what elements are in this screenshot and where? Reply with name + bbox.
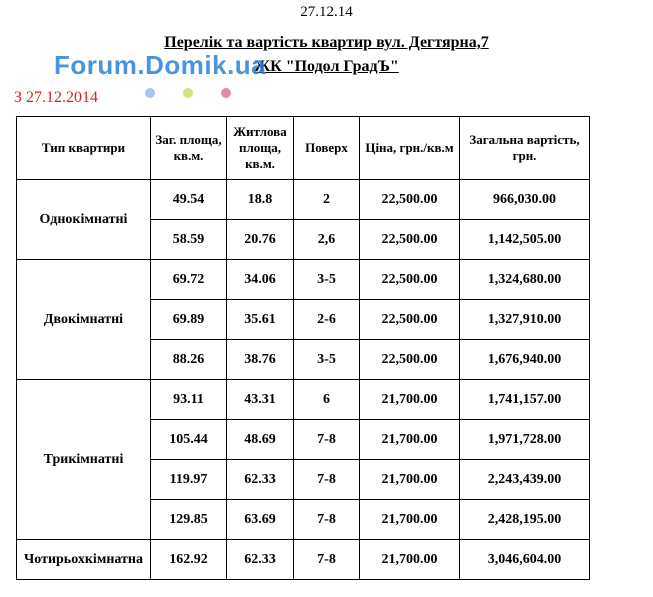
cell-living-area: 35.61 bbox=[227, 300, 294, 340]
cell-total-cost: 1,327,910.00 bbox=[460, 300, 590, 340]
watermark-dot bbox=[145, 88, 155, 98]
header-price: Ціна, грн./кв.м bbox=[360, 117, 460, 180]
cell-total-cost: 2,428,195.00 bbox=[460, 500, 590, 540]
cell-total-cost: 1,142,505.00 bbox=[460, 220, 590, 260]
cell-living-area: 48.69 bbox=[227, 420, 294, 460]
cell-total-area: 88.26 bbox=[151, 340, 227, 380]
cell-floor: 2,6 bbox=[294, 220, 360, 260]
cell-price: 21,700.00 bbox=[360, 380, 460, 420]
cell-apartment-type: Чотирьохкімнатна bbox=[17, 540, 151, 580]
cell-price: 21,700.00 bbox=[360, 500, 460, 540]
cell-price: 22,500.00 bbox=[360, 220, 460, 260]
cell-price: 21,700.00 bbox=[360, 540, 460, 580]
cell-total-cost: 2,243,439.00 bbox=[460, 460, 590, 500]
cell-living-area: 62.33 bbox=[227, 540, 294, 580]
cell-total-area: 105.44 bbox=[151, 420, 227, 460]
cell-living-area: 38.76 bbox=[227, 340, 294, 380]
document-title: Перелік та вартість квартир вул. Дегтярна,7 bbox=[164, 34, 489, 51]
apartment-price-table bbox=[16, 116, 590, 580]
header-living-area: Житлова площа, кв.м. bbox=[227, 117, 294, 180]
watermark-dot bbox=[221, 88, 231, 98]
watermark-logo: Forum.Domik.ua bbox=[54, 50, 267, 80]
cell-floor: 3-5 bbox=[294, 340, 360, 380]
table-body bbox=[17, 180, 590, 580]
cell-floor: 2-6 bbox=[294, 300, 360, 340]
cell-floor: 3-5 bbox=[294, 260, 360, 300]
cell-floor: 7-8 bbox=[294, 540, 360, 580]
header-floor: Поверх bbox=[294, 117, 360, 180]
cell-total-cost: 1,324,680.00 bbox=[460, 260, 590, 300]
cell-price: 22,500.00 bbox=[360, 300, 460, 340]
cell-total-cost: 3,046,604.00 bbox=[460, 540, 590, 580]
cell-total-area: 119.97 bbox=[151, 460, 227, 500]
cell-total-area: 58.59 bbox=[151, 220, 227, 260]
cell-apartment-type: Трикімнатні bbox=[17, 380, 151, 540]
cell-total-area: 93.11 bbox=[151, 380, 227, 420]
cell-total-area: 49.54 bbox=[151, 180, 227, 220]
table-row bbox=[17, 380, 590, 420]
cell-total-area: 69.89 bbox=[151, 300, 227, 340]
cell-floor: 2 bbox=[294, 180, 360, 220]
cell-total-cost: 1,971,728.00 bbox=[460, 420, 590, 460]
cell-price: 21,700.00 bbox=[360, 420, 460, 460]
cell-living-area: 62.33 bbox=[227, 460, 294, 500]
cell-living-area: 63.69 bbox=[227, 500, 294, 540]
cell-living-area: 20.76 bbox=[227, 220, 294, 260]
cell-apartment-type: Однокімнатні bbox=[17, 180, 151, 260]
cell-total-cost: 1,741,157.00 bbox=[460, 380, 590, 420]
table-row bbox=[17, 180, 590, 220]
cell-living-area: 43.31 bbox=[227, 380, 294, 420]
cell-price: 22,500.00 bbox=[360, 340, 460, 380]
cell-floor: 6 bbox=[294, 380, 360, 420]
cell-total-cost: 966,030.00 bbox=[460, 180, 590, 220]
header-type: Тип квартири bbox=[17, 117, 151, 180]
cell-apartment-type: Двокімнатні bbox=[17, 260, 151, 380]
cell-living-area: 18.8 bbox=[227, 180, 294, 220]
cell-price: 22,500.00 bbox=[360, 260, 460, 300]
table-row bbox=[17, 260, 590, 300]
document-date: 27.12.14 bbox=[300, 4, 353, 20]
cell-total-cost: 1,676,940.00 bbox=[460, 340, 590, 380]
table-row bbox=[17, 540, 590, 580]
cell-floor: 7-8 bbox=[294, 420, 360, 460]
header-total-area: Заг. площа, кв.м. bbox=[151, 117, 227, 180]
complex-name: ЖК "Подол ГрадЪ" bbox=[254, 58, 399, 75]
cell-living-area: 34.06 bbox=[227, 260, 294, 300]
table-header-row bbox=[17, 117, 590, 180]
cell-total-area: 162.92 bbox=[151, 540, 227, 580]
header-total-cost: Загальна вартість, грн. bbox=[460, 117, 590, 180]
cell-floor: 7-8 bbox=[294, 460, 360, 500]
cell-price: 22,500.00 bbox=[360, 180, 460, 220]
cell-price: 21,700.00 bbox=[360, 460, 460, 500]
cell-floor: 7-8 bbox=[294, 500, 360, 540]
watermark-dots bbox=[145, 88, 231, 100]
watermark-dot bbox=[183, 88, 193, 98]
cell-total-area: 129.85 bbox=[151, 500, 227, 540]
effective-date: З 27.12.2014 bbox=[14, 89, 99, 106]
cell-total-area: 69.72 bbox=[151, 260, 227, 300]
